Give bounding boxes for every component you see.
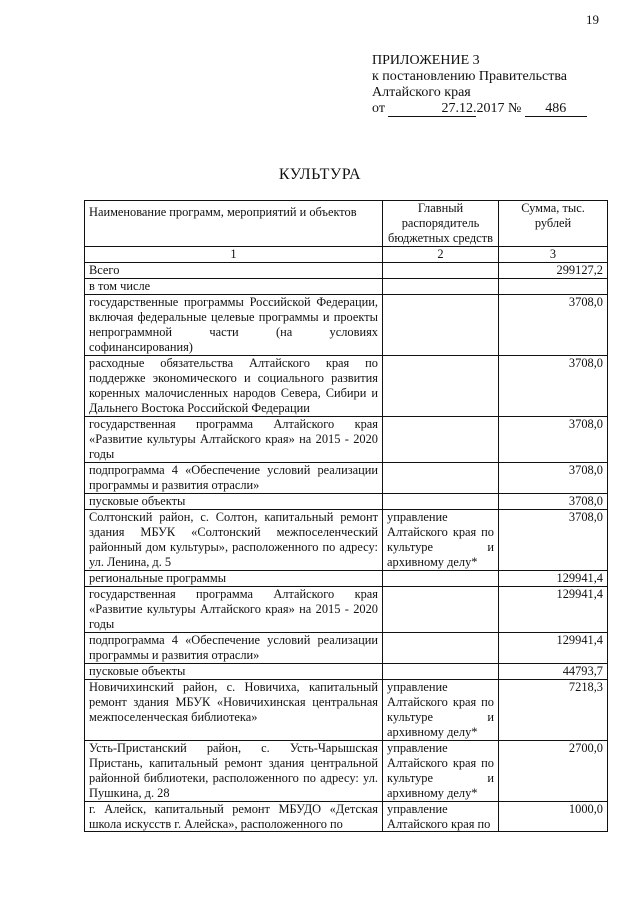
column-number-row [85,247,608,263]
row-amount [499,279,608,295]
row-amount: 129941,4 [499,633,608,664]
row-amount: 3708,0 [499,463,608,494]
row-responsible [383,571,499,587]
table-row [85,633,608,664]
row-name: расходные обязательства Алтайского края по поддержке экономического и социального развития коренных малочисленных народов Севера, Сибири и Дальнего Востока Российской Федерации [85,356,383,417]
row-amount: 2700,0 [499,741,608,802]
row-responsible [383,417,499,463]
from-label: от [372,101,385,116]
row-amount: 129941,4 [499,571,608,587]
decree-number: 486 [525,102,587,117]
table-row [85,510,608,571]
row-amount: 44793,7 [499,664,608,680]
section-title: КУЛЬТУРА [278,166,362,183]
column-number: 1 [85,247,383,263]
table-row [85,417,608,463]
row-name: государственная программа Алтайского края «Развитие культуры Алтайского края» на 2015 - 2020 годы [85,587,383,633]
row-responsible [383,279,499,295]
row-name [85,802,383,832]
row-responsible [383,295,499,356]
row-responsible [383,664,499,680]
table-row [85,356,608,417]
row-responsible: управление Алтайского края по культуре и архивному делу* [383,680,499,741]
appendix-date-line [372,101,587,117]
header-name: Наименование программ, мероприятий и объектов [85,201,383,247]
row-amount: 3708,0 [499,510,608,571]
row-name-text: г. Алейск, капитальный ремонт МБУДО «Детская школа искусств г. Алейска», расположенного по [89,802,378,831]
table-row [85,571,608,587]
row-responsible: управление Алтайского края по культуре и архивному делу* [383,510,499,571]
table-header-row [85,201,608,247]
budget-table [84,200,608,832]
page-number: 19 [586,12,599,27]
appendix-region-line: Алтайского края [372,85,471,100]
column-number: 3 [499,247,608,263]
table-row [85,295,608,356]
row-name: подпрограмма 4 «Обеспечение условий реализации программы и развития отрасли» [85,463,383,494]
column-number: 2 [383,247,499,263]
table-row [85,279,608,295]
row-name: Новичихинский район, с. Новичиха, капитальный ремонт здания МБУК «Новичихинская центральная межпоселенческая библиотека» [85,680,383,741]
row-amount: 3708,0 [499,494,608,510]
table-row [85,263,608,279]
appendix-title: ПРИЛОЖЕНИЕ 3 [372,53,480,68]
header-amount: Сумма, тыс. рублей [499,201,608,247]
row-amount: 299127,2 [499,263,608,279]
row-name: пусковые объекты [85,494,383,510]
row-responsible [383,494,499,510]
appendix-block [372,53,587,117]
table-row [85,741,608,802]
row-amount: 1000,0 [499,802,608,832]
row-amount: 129941,4 [499,587,608,633]
row-responsible: управление Алтайского края по культуре и архивному делу* [383,741,499,802]
decree-date: 27.12. [388,102,476,117]
appendix-decree-line: к постановлению Правительства [372,69,568,84]
row-amount: 3708,0 [499,417,608,463]
table-row [85,587,608,633]
row-name: в том числе [85,279,383,295]
number-label: № [507,101,522,116]
table-row [85,463,608,494]
row-name: подпрограмма 4 «Обеспечение условий реализации программы и развития отрасли» [85,633,383,664]
row-responsible [383,587,499,633]
header-responsible: Главный распорядитель бюджетных средств [383,201,499,247]
row-responsible [383,356,499,417]
row-amount: 3708,0 [499,356,608,417]
row-responsible [383,802,499,832]
row-amount: 3708,0 [499,295,608,356]
row-name: Всего [85,263,383,279]
row-name: Усть-Пристанский район, с. Усть-Чарышская Пристань, капитальный ремонт здания центральной районной библиотеки, расположенного по адресу: ул. Пушкина, д. 28 [85,741,383,802]
row-responsible [383,263,499,279]
table-row [85,664,608,680]
row-responsible [383,633,499,664]
decree-year: 2017 [476,101,505,116]
row-name: Солтонский район, с. Солтон, капитальный ремонт здания МБУК «Солтонский межпоселенческий районный дом культуры», расположенного по адресу: ул. Ленина, д. 5 [85,510,383,571]
row-amount: 7218,3 [499,680,608,741]
row-responsible-text: управление Алтайского края по [387,802,491,831]
row-name: государственная программа Алтайского края «Развитие культуры Алтайского края» на 2015 - 2020 годы [85,417,383,463]
table-row [85,494,608,510]
row-name: государственные программы Российской Федерации, включая федеральные целевые программы и проекты непрограммной части (на условиях софинансирования) [85,295,383,356]
table-row [85,802,608,832]
row-name: пусковые объекты [85,664,383,680]
row-responsible [383,463,499,494]
table-row [85,680,608,741]
row-name: региональные программы [85,571,383,587]
